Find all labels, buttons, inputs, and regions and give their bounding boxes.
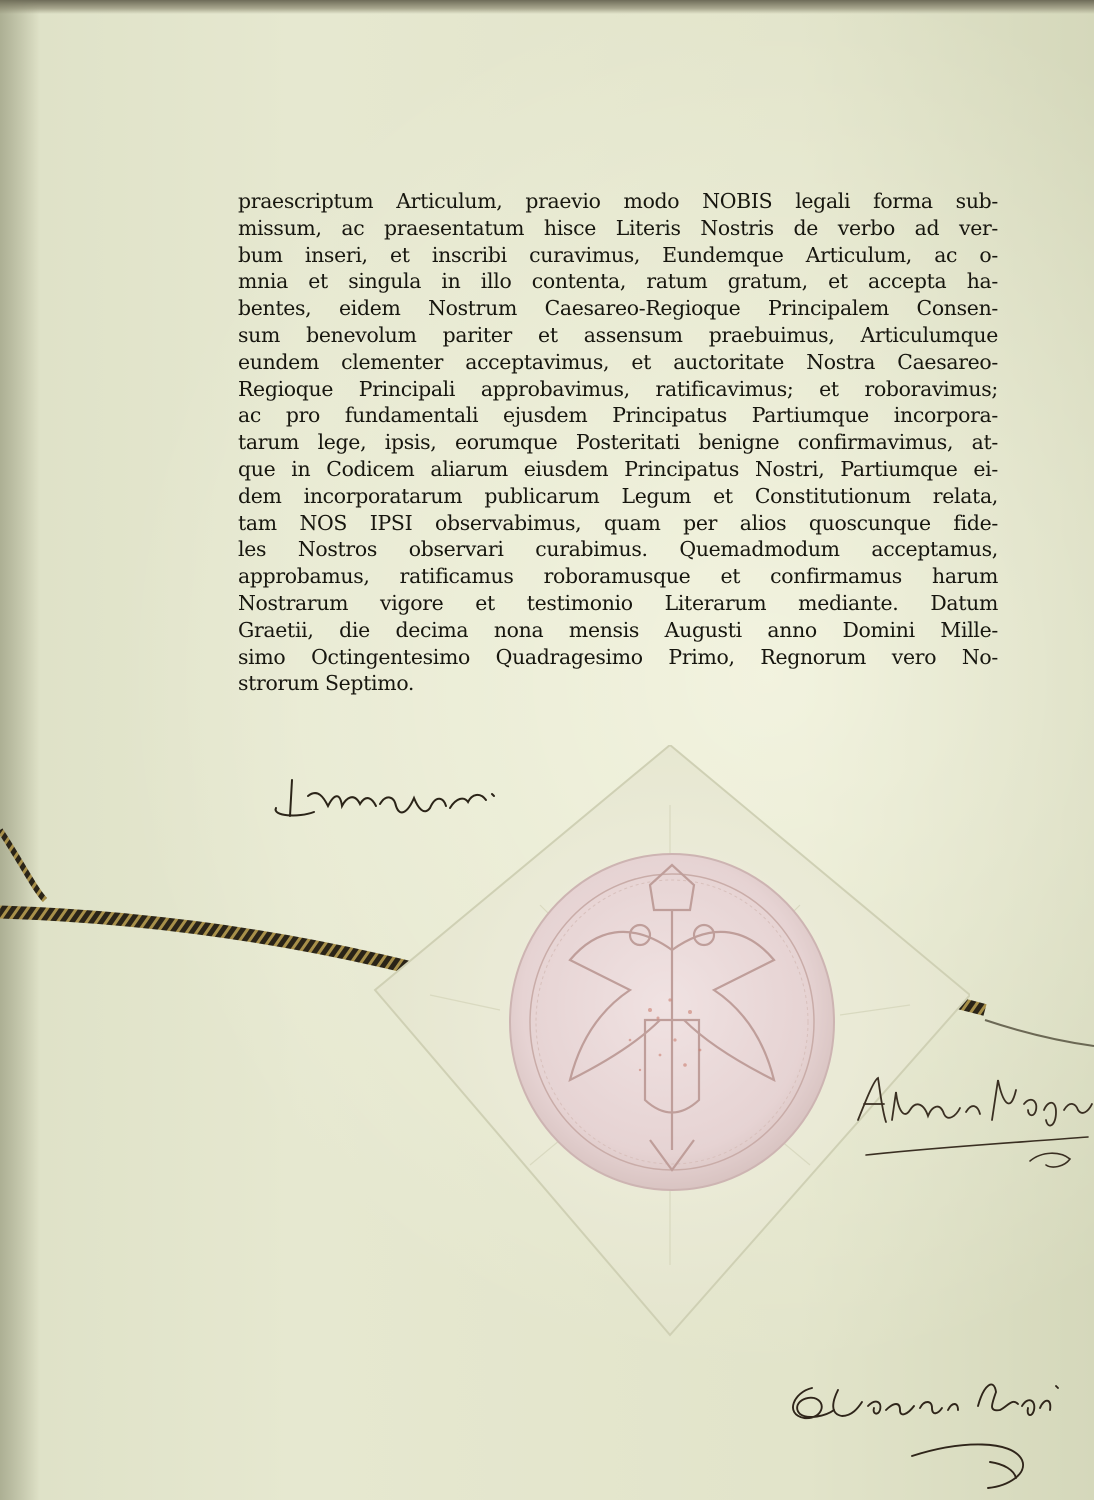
text-line: Graetii, die decima nona mensis Augusti anno Domini Mille-	[238, 617, 998, 642]
text-line: Nostrarum vigore et testimonio Literarum mediante. Datum	[238, 590, 998, 615]
countersignature-flourish	[860, 1125, 1094, 1175]
text-line: bum inseri, et inscribi curavimus, Eundemque Articulum, ac o-	[238, 242, 998, 267]
text-line: approbamus, ratificamus roboramusque et confirmamus harum	[238, 564, 998, 589]
text-line: tarum lege, ipsis, eorumque Posteritati benigne confirmavimus, at-	[238, 430, 998, 455]
text-line: Regioque Principali approbavimus, ratificavimus; et roboravimus;	[238, 376, 998, 401]
text-line: missum, ac praesentatum hisce Literis Nostris de verbo ad ver-	[238, 215, 998, 240]
text-line: sum benevolum pariter et assensum praebuimus, Articulumque	[238, 322, 998, 347]
text-line: que in Codicem aliarum eiusdem Principatus Nostri, Partiumque ei-	[238, 456, 998, 481]
embossed-seal	[500, 840, 850, 1200]
text-line: praescriptum Articulum, praevio modo NOBIS legali forma sub-	[238, 189, 998, 213]
text-line: ac pro fundamentali ejusdem Principatus Partiumque incorpora-	[238, 403, 998, 428]
page-left-fold	[0, 0, 40, 1500]
text-line: dem incorporatarum publicarum Legum et Constitutionum relata,	[238, 483, 998, 508]
text-line: bentes, eidem Nostrum Caesareo-Regioque Principalem Consen-	[238, 296, 998, 321]
text-line: eundem clementer acceptavimus, et auctoritate Nostra Caesareo-	[238, 349, 998, 374]
sovereign-signature	[268, 768, 528, 828]
text-line: mnia et singula in illo contenta, ratum gratum, et accepta ha-	[238, 269, 998, 294]
text-line: strorum Septimo.	[238, 671, 415, 696]
text-line: tam NOS IPSI observabimus, quam per alios quoscunque fide-	[238, 510, 998, 535]
countersignature-2	[782, 1370, 1094, 1500]
page-top-edge	[0, 0, 1094, 14]
text-line: les Nostros observari curabimus. Quemadmodum acceptamus,	[238, 537, 998, 562]
document-body-text	[238, 188, 998, 697]
text-line: simo Octingentesimo Quadragesimo Primo, Regnorum vero No-	[238, 644, 998, 669]
